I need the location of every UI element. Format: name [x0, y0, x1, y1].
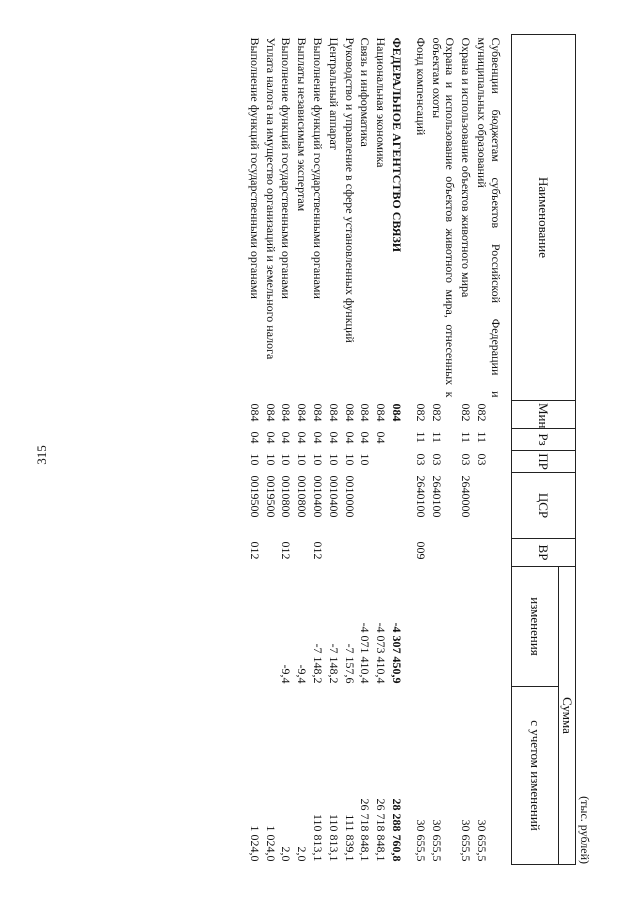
row-change: [473, 567, 511, 687]
row-change: -7 148,2: [310, 643, 325, 684]
row-pr: 10: [263, 453, 278, 466]
row-rz: 04: [342, 431, 357, 444]
table-row: [357, 35, 373, 865]
row-vr: 009: [413, 541, 428, 560]
row-rz: [388, 429, 412, 451]
row-min: 084: [374, 403, 389, 422]
row-min: 084: [247, 403, 262, 422]
row-name: Выполнение функций государственными органами: [247, 37, 262, 299]
row-rz: 04: [295, 431, 310, 444]
row-with-change: 110 813,1: [310, 813, 325, 862]
row-change: -4 307 450,9: [389, 622, 404, 684]
row-vr: [473, 539, 511, 567]
row-change: [262, 567, 278, 687]
row-csr: [388, 473, 412, 539]
page-number: 315: [34, 445, 49, 465]
row-min: 082: [413, 403, 428, 422]
row-pr: 03: [429, 453, 444, 466]
row-change: -9,4: [279, 664, 294, 684]
row-change: -4 073 410,4: [374, 622, 389, 684]
table-row: [341, 35, 357, 865]
table-row: [246, 35, 262, 865]
row-pr: [388, 451, 412, 473]
row-name: ФЕДЕРАЛЬНОЕ АГЕНТСТВО СВЯЗИ: [389, 37, 404, 253]
row-rz: 04: [247, 431, 262, 444]
row-csr: 0019500: [247, 475, 262, 518]
header-sum: Сумма: [558, 567, 575, 865]
row-change: -7 148,2: [326, 643, 341, 684]
row-min: 082: [429, 403, 444, 422]
header-with-change: с учетом изменений: [511, 687, 558, 865]
row-name: Руководство и управление в сфере установленных функций: [342, 37, 357, 343]
row-with-change: 26 718 848,1: [374, 798, 389, 862]
row-csr: 2640000: [459, 475, 474, 518]
row-min: 084: [263, 403, 278, 422]
row-change: [457, 567, 473, 687]
row-change: [428, 567, 458, 687]
table-row: [372, 35, 388, 865]
row-vr: [372, 539, 388, 567]
row-csr: 0010400: [310, 475, 325, 518]
row-vr: 012: [310, 541, 325, 560]
row-pr: 10: [310, 453, 325, 466]
row-csr: 2640100: [429, 475, 444, 518]
header-pr: ПР: [511, 451, 575, 473]
row-with-change: 1 024,0: [263, 825, 278, 862]
row-min: 084: [358, 403, 373, 422]
row-vr: [428, 539, 458, 567]
row-vr: [293, 539, 309, 567]
row-csr: 0019500: [263, 475, 278, 518]
row-min: 082: [474, 403, 489, 422]
row-vr: [388, 539, 412, 567]
table-body: [246, 35, 511, 865]
row-rz: 04: [326, 431, 341, 444]
row-name: Выполнение функций государственными органами: [279, 37, 294, 299]
row-with-change: 30 655,5: [429, 819, 444, 862]
row-name: Уплата налога на имущество организаций и земельного налога: [263, 37, 278, 360]
table-row: [309, 35, 325, 865]
row-min: 084: [295, 403, 310, 422]
row-csr: [372, 473, 388, 539]
table-row: [262, 35, 278, 865]
row-rz: 04: [310, 431, 325, 444]
row-pr: 10: [326, 453, 341, 466]
row-csr: 0010000: [342, 475, 357, 518]
row-rz: 11: [429, 431, 444, 444]
row-rz: 04: [263, 431, 278, 444]
row-with-change: 2,0: [295, 846, 310, 862]
row-vr: 012: [247, 541, 262, 560]
row-with-change: 110 813,1: [326, 813, 341, 862]
row-with-change: 30 655,5: [474, 819, 489, 862]
header-vr: ВР: [511, 539, 575, 567]
row-vr: [357, 539, 373, 567]
row-change: -7 157,6: [342, 643, 357, 684]
row-rz: 11: [459, 431, 474, 444]
row-pr: 10: [247, 453, 262, 466]
row-name: Центральный аппарат: [326, 37, 341, 150]
row-csr: 2640100: [413, 475, 428, 518]
row-name: Национальная экономика: [374, 37, 389, 168]
row-vr: 012: [279, 541, 294, 560]
row-csr: 0010800: [295, 475, 310, 518]
budget-table: [246, 34, 576, 865]
row-name: Выплаты независимым экспертам: [295, 37, 310, 212]
row-vr: [262, 539, 278, 567]
row-pr: 03: [474, 453, 489, 466]
row-vr: [457, 539, 473, 567]
row-with-change: 2,0: [279, 846, 294, 862]
row-name: Субвенции бюджетам субъектов Российской Федерации и муниципальных образований: [474, 37, 503, 398]
table-row: [325, 35, 341, 865]
header-min: Мин: [511, 401, 575, 429]
header-rz: Рз: [511, 429, 575, 451]
row-csr: 0010400: [326, 475, 341, 518]
header-change: изменения: [511, 567, 558, 687]
header-csr: ЦСР: [511, 473, 575, 539]
row-vr: [341, 539, 357, 567]
row-with-change: 30 655,5: [459, 819, 474, 862]
row-with-change: 26 718 848,1: [358, 798, 373, 862]
row-vr: [325, 539, 341, 567]
row-csr: [357, 473, 373, 539]
rotated-page: [104, 34, 590, 864]
table-row: [278, 35, 294, 865]
row-name: Охрана и использование объектов животного мира, отнесенных к объектам охоты: [429, 37, 458, 398]
row-min: 084: [310, 403, 325, 422]
table-row: [457, 35, 473, 865]
table-row: [293, 35, 309, 865]
row-change: [246, 567, 262, 687]
row-name: Фонд компенсаций: [413, 37, 428, 136]
row-csr: [473, 473, 511, 539]
row-rz: 04: [358, 431, 373, 444]
units-label: (тыс. рублей): [578, 796, 592, 864]
row-name: Связь и информатика: [358, 37, 373, 147]
row-min: 084: [342, 403, 357, 422]
table-row: [473, 35, 511, 865]
row-pr: 10: [342, 453, 357, 466]
row-pr: 10: [358, 453, 373, 466]
row-min: 084: [389, 403, 404, 422]
row-with-change: 28 288 760,8: [389, 798, 404, 862]
row-change: -9,4: [295, 664, 310, 684]
row-with-change: 30 655,5: [413, 819, 428, 862]
row-with-change: 111 839,1: [342, 814, 357, 862]
header-name: Наименование: [511, 35, 575, 401]
row-pr: 10: [279, 453, 294, 466]
row-change: -4 071 410,4: [358, 622, 373, 684]
row-pr: 03: [459, 453, 474, 466]
row-csr: 0010800: [279, 475, 294, 518]
row-name: Выполнение функций государственными органами: [310, 37, 325, 299]
row-rz: 11: [474, 431, 489, 444]
row-min: 084: [279, 403, 294, 422]
row-with-change: 1 024,0: [247, 825, 262, 862]
row-name: Охрана и использование объектов животного мира: [459, 37, 474, 298]
table-header: [511, 35, 575, 865]
row-rz: 04: [279, 431, 294, 444]
row-min: 084: [326, 403, 341, 422]
row-change: [412, 567, 428, 687]
table-row: [412, 35, 428, 865]
row-rz: 04: [374, 431, 389, 444]
row-min: 082: [459, 403, 474, 422]
row-rz: 11: [413, 431, 428, 444]
table-row: [388, 35, 412, 865]
table-row: [428, 35, 458, 865]
row-pr: 10: [295, 453, 310, 466]
row-pr: 03: [413, 453, 428, 466]
row-pr: [372, 451, 388, 473]
